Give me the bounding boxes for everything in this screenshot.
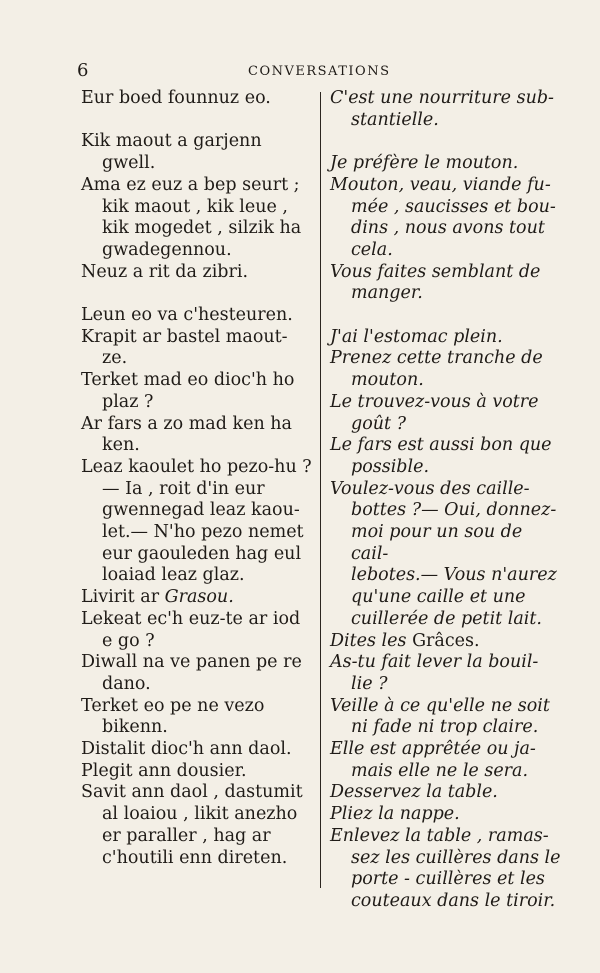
french-entry — [330, 327, 562, 349]
breton-line: Eur boed founnuz eo. — [81, 88, 271, 108]
french-line: stantielle. — [351, 109, 439, 130]
french-line: Veille à ce qu'elle ne soit — [330, 695, 550, 716]
breton-entry — [81, 262, 315, 284]
french-line: dins , nous avons tout — [351, 218, 545, 239]
french-line: Enlevez la table , ramas- — [330, 825, 549, 846]
breton-line: e go ? — [102, 630, 155, 651]
breton-line: er paraller , hag ar — [102, 825, 271, 846]
breton-line: gwell. — [102, 153, 156, 174]
french-line: ni fade ni trop claire. — [351, 717, 539, 738]
french-line: cuillerée de petit lait. — [351, 608, 542, 629]
entry-gap — [81, 283, 315, 305]
breton-entry — [81, 782, 315, 869]
french-line: Prenez cette tranche de — [330, 348, 543, 369]
breton-line: c'houtili enn direten. — [102, 847, 288, 868]
breton-entry — [81, 305, 315, 327]
breton-entry — [81, 652, 315, 695]
french-line: As-tu fait lever la bouil- — [330, 652, 539, 673]
french-entry — [330, 175, 562, 262]
french-entry — [330, 392, 562, 435]
french-line: Le trouvez-vous à votre — [330, 391, 539, 412]
breton-line: kik maout , kik leue , — [102, 196, 288, 217]
french-entry — [330, 804, 562, 826]
french-entry — [330, 479, 562, 631]
french-entry — [330, 826, 562, 913]
breton-line: Diwall na ve panen pe re — [81, 652, 302, 673]
breton-line: eur gaouleden hag eul — [102, 543, 302, 564]
breton-entry — [81, 88, 315, 110]
french-line: Voulez-vous des caille- — [330, 478, 530, 499]
french-line: Elle est apprêtée ou ja- — [330, 739, 536, 760]
breton-line: ken. — [102, 435, 140, 456]
entry-gap — [81, 110, 315, 132]
breton-entry — [81, 457, 315, 587]
page-number: 6 — [77, 60, 89, 81]
french-line: Vous faites semblant de — [330, 261, 541, 282]
french-line: possible. — [351, 456, 430, 477]
breton-line: dano. — [102, 673, 151, 694]
french-entry — [330, 652, 562, 695]
breton-line: bikenn. — [102, 717, 168, 738]
french-line: goût ? — [351, 413, 406, 434]
breton-line: Terket eo pe ne vezo — [81, 695, 265, 716]
french-line: mée , saucisses et bou- — [351, 196, 556, 217]
breton-line: — Ia , roit d'in eur — [102, 478, 265, 499]
breton-entry — [81, 370, 315, 413]
breton-line: Distalit dioc'h ann daol. — [81, 739, 292, 760]
french-line: C'est une nourriture sub- — [330, 88, 554, 108]
french-column — [330, 88, 562, 913]
french-line: lie ? — [351, 673, 388, 694]
breton-line: Leaz kaoulet ho pezo-hu ? — [81, 456, 312, 477]
breton-entry — [81, 175, 315, 262]
running-head: CONVERSATIONS — [248, 64, 391, 79]
french-line: qu'une caille et une — [351, 587, 526, 608]
french-entry — [330, 631, 562, 653]
breton-line: Terket mad eo dioc'h ho — [81, 370, 295, 391]
breton-entry — [81, 414, 315, 457]
breton-entry — [81, 696, 315, 739]
breton-entry — [81, 587, 315, 609]
breton-line: Ama ez euz a bep seurt ; — [81, 174, 300, 195]
french-line: Mouton, veau, viande fu- — [330, 174, 551, 195]
entry-gap — [330, 305, 562, 327]
breton-line: gwadegennou. — [102, 239, 232, 260]
french-line: Desservez la table. — [330, 782, 498, 803]
entry-gap — [330, 131, 562, 153]
breton-line: Lekeat ec'h euz-te ar iod — [81, 608, 301, 629]
breton-line: plaz ? — [102, 391, 154, 412]
breton-line: let.— N'ho pezo nemet — [102, 522, 304, 543]
french-line: cela. — [351, 239, 393, 260]
breton-line: Leun eo va c'hesteuren. — [81, 305, 293, 325]
french-entry — [330, 88, 562, 131]
french-line: mouton. — [351, 370, 424, 391]
french-line: Dites les Grâces. — [330, 630, 480, 651]
french-line: couteaux dans le tiroir. — [351, 890, 556, 911]
breton-entry — [81, 327, 315, 370]
breton-column — [81, 88, 315, 869]
french-line: lebotes.— Vous n'aurez — [351, 565, 557, 586]
breton-line: loaiad leaz glaz. — [102, 565, 245, 586]
french-line: sez les cuillères dans le — [351, 847, 561, 868]
breton-line: Savit ann daol , dastumit — [81, 782, 303, 803]
breton-entry — [81, 131, 315, 174]
breton-line: kik mogedet , silzik ha — [102, 218, 302, 239]
breton-line: gwennegad leaz kaou- — [102, 500, 300, 521]
french-entry — [330, 153, 562, 175]
breton-line: Ar fars a zo mad ken ha — [81, 413, 292, 434]
breton-line: al loaiou , likit anezho — [102, 804, 298, 825]
breton-entry — [81, 739, 315, 761]
french-entry — [330, 348, 562, 391]
french-line: bottes ?— Oui, donnez- — [351, 500, 557, 521]
breton-line: Kik maout a garjenn — [81, 131, 262, 152]
french-line: mais elle ne le sera. — [351, 760, 529, 781]
french-entry — [330, 739, 562, 782]
french-line: porte - cuillères et les — [351, 869, 545, 890]
column-divider — [320, 92, 321, 888]
breton-line: Livirit ar Grasou. — [81, 587, 234, 608]
breton-line: Plegit ann dousier. — [81, 760, 247, 781]
breton-line: Krapit ar bastel maout- — [81, 326, 288, 347]
french-entry — [330, 435, 562, 478]
french-line: moi pour un sou de cail- — [351, 522, 523, 564]
french-entry — [330, 782, 562, 804]
french-line: Je préfère le mouton. — [330, 153, 519, 174]
french-entry — [330, 696, 562, 739]
french-entry — [330, 262, 562, 305]
breton-line: ze. — [102, 348, 128, 369]
french-line: manger. — [351, 283, 423, 304]
french-line: Pliez la nappe. — [330, 804, 460, 825]
breton-line: Neuz a rit da zibri. — [81, 261, 249, 282]
breton-entry — [81, 761, 315, 783]
french-line: Le fars est aussi bon que — [330, 435, 552, 456]
french-line: J'ai l'estomac plein. — [330, 326, 503, 347]
breton-entry — [81, 609, 315, 652]
